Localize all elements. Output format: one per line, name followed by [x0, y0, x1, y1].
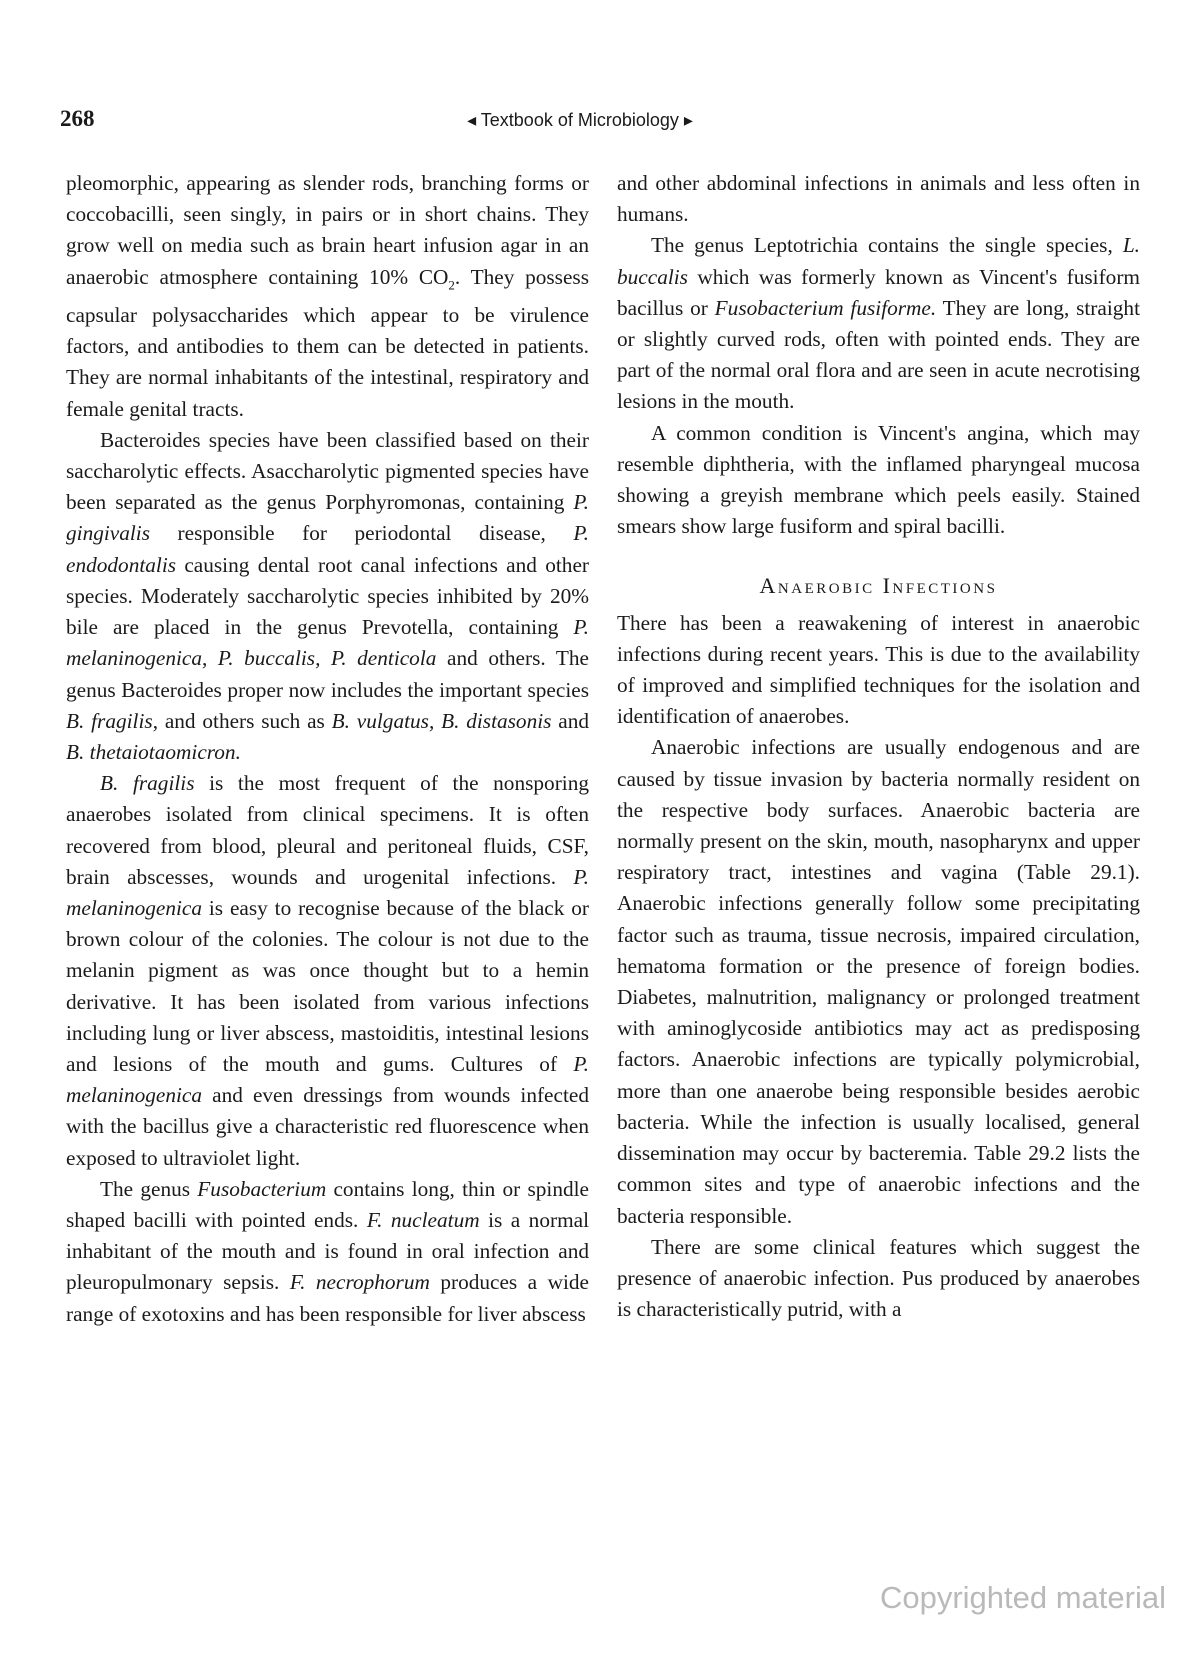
paragraph: [617, 608, 1140, 733]
paragraph: [66, 1174, 589, 1330]
italic-text: B. fragilis: [100, 771, 195, 796]
text-run: The genus Leptotrichia contains the single species,: [651, 233, 1123, 258]
page-number: 268: [60, 106, 95, 131]
italic-text: B. vulgatus, B. distasonis: [331, 708, 552, 733]
text-run: is the most frequent of the nonsporing anaerobes isolated from clinical specimens. It is often recovered from blood, pleural and peritoneal fluids, CSF, brain abscesses, wounds and urogenital infections.: [66, 771, 589, 889]
paragraph: [617, 1232, 1140, 1326]
italic-text: F. nucleatum: [366, 1207, 480, 1232]
italic-text: B. thetaiotaomicron.: [66, 739, 241, 764]
right-column: [617, 168, 1140, 1325]
text-run: Anaerobic infections are usually endogenous and are caused by tissue invasion by bacteria normally resident on the respective body surfaces. Anaerobic bacteria are normally present on the skin, mouth, nasopharynx and upper respiratory tract, intestines and vagina (Table 29.1). Anaerobic infections generally follow some precipitating factor such as trauma, tissue necrosis, impaired circulation, hematoma formation or the presence of foreign bodies. Diabetes, malnutrition, malignancy or prolonged treatment with aminoglycoside antibiotics may act as predisposing factors. Anaerobic infections are typically polymicrobial, more than one anaerobe being responsible besides aerobic bacteria. While the infection is usually localised, general dissemination may occur by bacteremia. Table 29.2 lists the common sites and type of anaerobic infections and the bacteria responsible.: [617, 735, 1140, 1228]
text-run: produces a wide range of exotoxins and has been responsible for liver abscess: [66, 1270, 590, 1326]
text-run: The genus: [100, 1176, 198, 1201]
italic-text: P. melaninogenica: [66, 1051, 589, 1108]
paragraph: [617, 418, 1140, 543]
text-run: responsible for periodontal disease,: [150, 521, 574, 546]
text-run: contains long, thin or spindle shaped bacilli with pointed ends.: [66, 1176, 589, 1232]
italic-text: Fusobacterium fusiforme.: [714, 295, 937, 320]
italic-text: L. buccalis: [617, 233, 1140, 289]
text-run: Bacteroides species have been classified based on their saccharolytic effects. Asaccharolytic pigmented species have been separated as the genus Porphyromonas, containing: [66, 427, 589, 515]
italic-text: P. gingivalis: [66, 490, 589, 546]
italic-text: B. fragilis: [66, 708, 153, 733]
text-run: and other abdominal infections in animals and less often in humans.: [617, 171, 1140, 227]
running-title: ◂ Textbook of Microbiology ▸: [467, 110, 693, 130]
left-column: [66, 168, 589, 1330]
text-run: They are long, straight or slightly curved rods, often with pointed ends. They are part of the normal oral flora and are seen in acute necrotising lesions in the mouth.: [617, 295, 1140, 414]
text-run: , and others such as: [152, 708, 332, 733]
text-run: pleomorphic, appearing as slender rods, branching forms or coccobacilli, seen singly, in pairs or in short chains. They grow well on media such as brain heart infusion agar in an anaerobic atmosphere containing 10% CO: [66, 171, 589, 289]
paragraph: [617, 732, 1140, 1231]
text-run: and: [551, 708, 589, 733]
text-run: . They possess capsular polysaccharides which appear to be virulence factors, and antibodies to them can be detected in patients. They are normal inhabitants of the intestinal, respiratory and female genital tracts.: [66, 264, 590, 421]
text-run: There has been a reawakening of interest in anaerobic infections during recent years. This is due to the availability of improved and simplified techniques for the isolation and identification of anaerobes.: [617, 610, 1140, 729]
text-run: causing dental root canal infections and other species. Moderately saccharolytic species inhibited by 20% bile are placed in the genus Prevotella, containing: [66, 552, 589, 640]
text-run: There are some clinical features which suggest the presence of anaerobic infection. Pus produced by anaerobes is characteristically putrid, with a: [617, 1234, 1140, 1322]
text-run: is a normal inhabitant of the mouth and is found in oral infection and pleuropulmonary sepsis.: [66, 1207, 590, 1295]
italic-text: P. melaninogenica, P. buccalis, P. denticola: [66, 615, 589, 671]
section-heading: Anaerobic Infections: [759, 573, 998, 599]
text-run: and even dressings from wounds infected with the bacillus give a characteristic red fluorescence when exposed to ultraviolet light.: [66, 1083, 589, 1170]
paragraph: [66, 168, 589, 425]
italic-text: Fusobacterium: [197, 1176, 327, 1201]
italic-text: F. necrophorum: [289, 1270, 430, 1295]
italic-text: P. endodontalis: [66, 521, 589, 577]
paragraph: [66, 425, 589, 768]
text-run: is easy to recognise because of the black or brown colour of the colonies. The colour is not due to the melanin pigment as was once thought but to a hemin derivative. It has been isolated from various infections including lung or liver abscess, mastoiditis, intestinal lesions and lesions of the mouth and gums. Cultures of: [66, 895, 589, 1076]
subscript-text: 2: [448, 276, 455, 292]
text-run: and others. The genus Bacteroides proper now includes the important species: [66, 646, 589, 702]
italic-text: P. melaninogenica: [66, 864, 589, 920]
paragraph: [66, 768, 589, 1174]
paragraph: [617, 230, 1140, 417]
text-run: A common condition is Vincent's angina, which may resemble diphtheria, with the inflamed pharyngeal mucosa showing a greyish membrane which peels easily. Stained smears show large fusiform and spiral bacilli.: [617, 420, 1140, 539]
copyright-watermark: Copyrighted material: [879, 1580, 1166, 1615]
text-run: which was formerly known as Vincent's fusiform bacillus or: [617, 264, 1140, 320]
paragraph: [617, 168, 1140, 230]
